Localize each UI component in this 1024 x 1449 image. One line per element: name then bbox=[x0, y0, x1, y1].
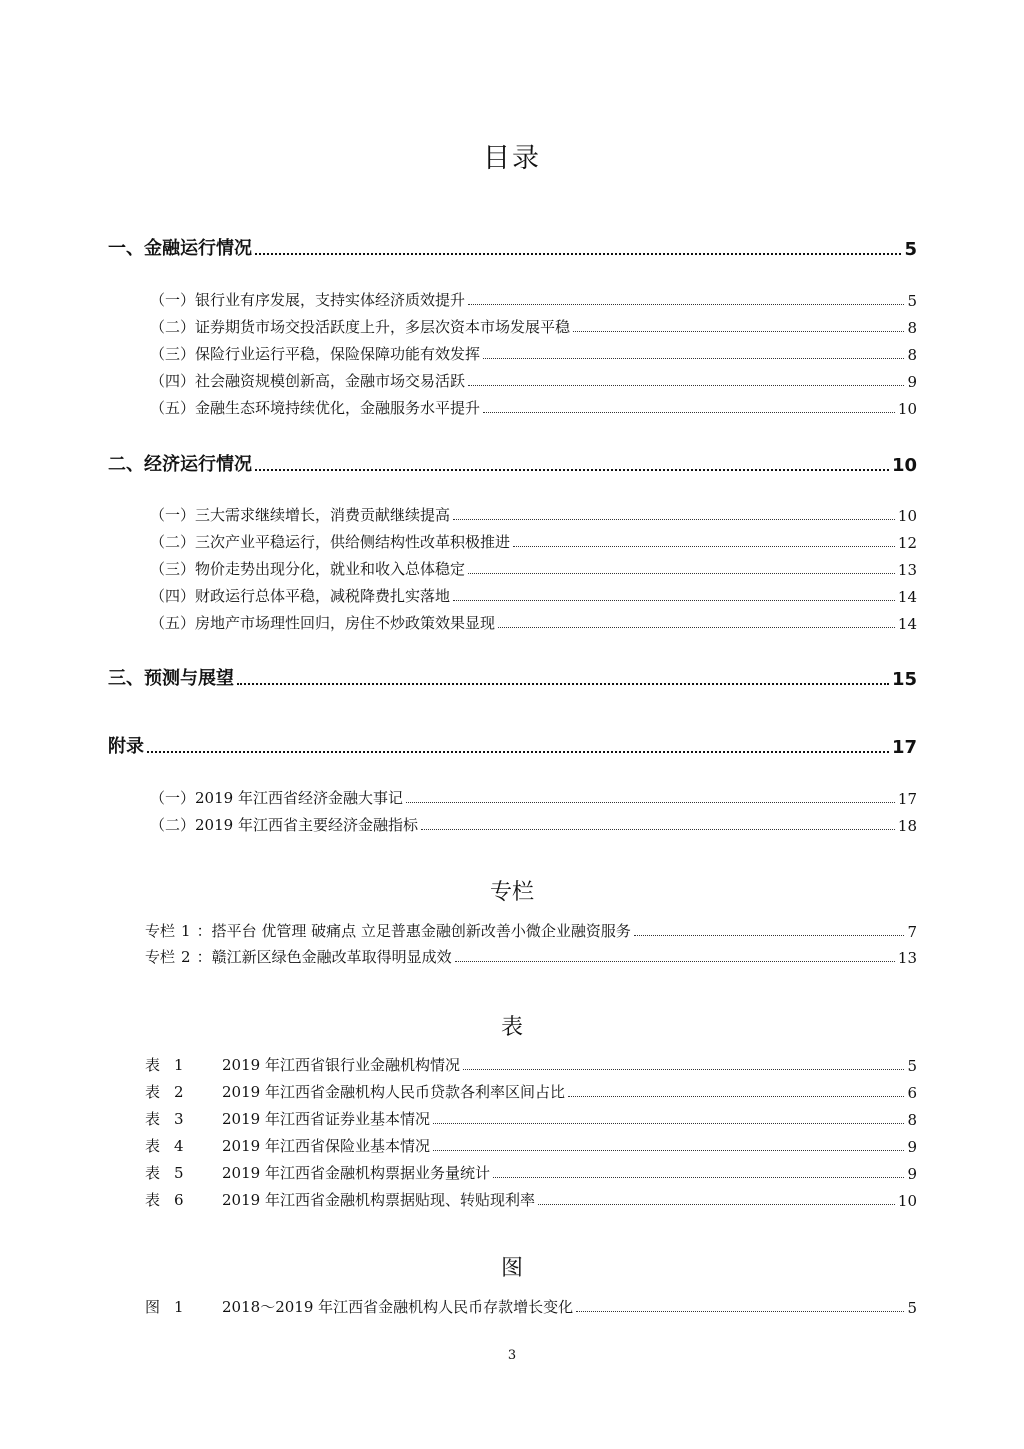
item-label: （四）财政运行总体平稳，减税降费扎实落地 bbox=[150, 587, 451, 605]
columns-heading: 专栏 bbox=[489, 880, 534, 905]
item-label: （二）三次产业平稳运行，供给侧结构性改革积极推进 bbox=[150, 533, 511, 551]
dot-leader bbox=[433, 1149, 904, 1151]
item-label: （一）三大需求继续增长，消费贡献继续提高 bbox=[150, 506, 451, 524]
item-label: （二）2019 年江西省主要经济金融指标 bbox=[150, 816, 418, 834]
table-entry[interactable] bbox=[145, 1189, 917, 1210]
toc-item[interactable] bbox=[150, 370, 917, 391]
item-label: （五）房地产市场理性回归，房住不炒政策效果显现 bbox=[150, 614, 496, 632]
toc-item[interactable] bbox=[150, 397, 917, 418]
toc-item[interactable] bbox=[150, 289, 917, 310]
section-label: 一、金融运行情况 bbox=[108, 238, 252, 259]
toc-item[interactable] bbox=[150, 814, 917, 835]
table-entry[interactable] bbox=[145, 1135, 917, 1156]
table-prefix: 表 bbox=[145, 1056, 161, 1074]
section-page: 5 bbox=[904, 239, 917, 260]
dot-leader bbox=[463, 1068, 904, 1070]
dot-leader bbox=[453, 599, 895, 601]
toc-item[interactable] bbox=[150, 504, 917, 525]
item-label: （三）物价走势出现分化，就业和收入总体稳定 bbox=[150, 560, 466, 578]
dot-leader bbox=[568, 1095, 904, 1097]
table-number: 2 bbox=[174, 1083, 184, 1101]
dot-leader bbox=[255, 468, 889, 471]
toc-section-1[interactable] bbox=[108, 234, 917, 260]
dot-leader bbox=[483, 411, 895, 413]
table-prefix: 表 bbox=[145, 1191, 161, 1209]
toc-item[interactable] bbox=[150, 787, 917, 808]
table-number: 4 bbox=[174, 1137, 184, 1155]
item-page: 10 bbox=[897, 400, 917, 418]
dot-leader bbox=[483, 357, 904, 359]
item-page: 18 bbox=[897, 817, 917, 835]
table-page: 5 bbox=[907, 1057, 917, 1075]
figure-page: 5 bbox=[907, 1299, 917, 1317]
table-entry[interactable] bbox=[145, 1081, 917, 1102]
table-prefix: 表 bbox=[145, 1137, 161, 1155]
figure-prefix: 图 bbox=[145, 1298, 161, 1316]
toc-item[interactable] bbox=[150, 343, 917, 364]
dot-leader bbox=[237, 682, 889, 685]
dot-leader bbox=[468, 384, 904, 386]
column-label: ：赣江新区绿色金融改革取得明显成效 bbox=[196, 948, 452, 966]
column-entry[interactable] bbox=[145, 946, 917, 967]
item-page: 9 bbox=[907, 373, 917, 391]
toc-item[interactable] bbox=[150, 531, 917, 552]
item-page: 12 bbox=[897, 534, 917, 552]
table-page: 8 bbox=[907, 1111, 917, 1129]
item-page: 8 bbox=[907, 319, 917, 337]
dot-leader bbox=[513, 545, 895, 547]
table-entry[interactable] bbox=[145, 1054, 917, 1075]
dot-leader bbox=[147, 750, 889, 753]
dot-leader bbox=[255, 252, 901, 255]
table-number: 6 bbox=[174, 1191, 184, 1209]
table-page: 6 bbox=[907, 1084, 917, 1102]
toc-title: 目录 bbox=[483, 143, 541, 174]
item-page: 14 bbox=[897, 588, 917, 606]
item-page: 14 bbox=[897, 615, 917, 633]
column-number: 2 bbox=[181, 948, 191, 966]
column-prefix: 专栏 bbox=[145, 948, 176, 966]
figure-number: 1 bbox=[174, 1298, 184, 1316]
item-label: （二）证券期货市场交投活跃度上升，多层次资本市场发展平稳 bbox=[150, 318, 571, 336]
dot-leader bbox=[538, 1203, 895, 1205]
column-number: 1 bbox=[181, 922, 191, 940]
item-page: 17 bbox=[897, 790, 917, 808]
dot-leader bbox=[468, 303, 904, 305]
item-label: （三）保险行业运行平稳，保险保障功能有效发挥 bbox=[150, 345, 481, 363]
table-page: 9 bbox=[907, 1138, 917, 1156]
toc-item[interactable] bbox=[150, 316, 917, 337]
table-page: 9 bbox=[907, 1165, 917, 1183]
item-label: （一）银行业有序发展，支持实体经济质效提升 bbox=[150, 291, 466, 309]
dot-leader bbox=[453, 518, 895, 520]
section-page: 15 bbox=[891, 669, 917, 690]
toc-section-appendix[interactable] bbox=[108, 732, 917, 758]
figure-label: 2018～2019 年江西省金融机构人民币存款增长变化 bbox=[222, 1298, 574, 1316]
table-label: 2019 年江西省金融机构票据贴现、转贴现利率 bbox=[222, 1191, 535, 1209]
section-label: 二、经济运行情况 bbox=[108, 454, 252, 475]
table-entry[interactable] bbox=[145, 1108, 917, 1129]
dot-leader bbox=[455, 960, 895, 962]
toc-section-3[interactable] bbox=[108, 664, 917, 690]
toc-section-2[interactable] bbox=[108, 450, 917, 476]
dot-leader bbox=[576, 1310, 904, 1312]
dot-leader bbox=[468, 572, 895, 574]
dot-leader bbox=[573, 330, 904, 332]
table-number: 5 bbox=[174, 1164, 184, 1182]
table-label: 2019 年江西省银行业金融机构情况 bbox=[222, 1056, 460, 1074]
table-label: 2019 年江西省金融机构票据业务量统计 bbox=[222, 1164, 490, 1182]
item-page: 13 bbox=[897, 561, 917, 579]
table-number: 1 bbox=[174, 1056, 184, 1074]
item-page: 8 bbox=[907, 346, 917, 364]
toc-item[interactable] bbox=[150, 585, 917, 606]
table-entry[interactable] bbox=[145, 1162, 917, 1183]
section-label: 三、预测与展望 bbox=[108, 668, 234, 689]
item-page: 5 bbox=[907, 292, 917, 310]
toc-item[interactable] bbox=[150, 612, 917, 633]
column-label: ：搭平台 优管理 破痛点 立足普惠金融创新改善小微企业融资服务 bbox=[196, 922, 631, 940]
dot-leader bbox=[498, 626, 895, 628]
dot-leader bbox=[634, 934, 905, 936]
table-label: 2019 年江西省证券业基本情况 bbox=[222, 1110, 430, 1128]
item-label: （五）金融生态环境持续优化，金融服务水平提升 bbox=[150, 399, 481, 417]
dot-leader bbox=[433, 1122, 904, 1124]
table-number: 3 bbox=[174, 1110, 184, 1128]
table-prefix: 表 bbox=[145, 1110, 161, 1128]
tables-heading: 表 bbox=[500, 1015, 523, 1040]
table-prefix: 表 bbox=[145, 1164, 161, 1182]
toc-item[interactable] bbox=[150, 558, 917, 579]
column-entry[interactable] bbox=[145, 920, 917, 941]
item-page: 10 bbox=[897, 507, 917, 525]
column-page: 13 bbox=[897, 949, 917, 967]
table-label: 2019 年江西省保险业基本情况 bbox=[222, 1137, 430, 1155]
section-page: 10 bbox=[891, 455, 917, 476]
dot-leader bbox=[406, 801, 895, 803]
section-label: 附录 bbox=[108, 736, 144, 757]
dot-leader bbox=[493, 1176, 904, 1178]
dot-leader bbox=[421, 828, 895, 830]
table-label: 2019 年江西省金融机构人民币贷款各利率区间占比 bbox=[222, 1083, 565, 1101]
figure-entry[interactable] bbox=[145, 1296, 917, 1317]
item-label: （一）2019 年江西省经济金融大事记 bbox=[150, 789, 403, 807]
section-page: 17 bbox=[891, 737, 917, 758]
column-prefix: 专栏 bbox=[145, 922, 176, 940]
figures-heading: 图 bbox=[500, 1256, 523, 1281]
column-page: 7 bbox=[907, 923, 917, 941]
table-page: 10 bbox=[897, 1192, 917, 1210]
item-label: （四）社会融资规模创新高，金融市场交易活跃 bbox=[150, 372, 466, 390]
page-number: 3 bbox=[507, 1348, 517, 1363]
table-prefix: 表 bbox=[145, 1083, 161, 1101]
